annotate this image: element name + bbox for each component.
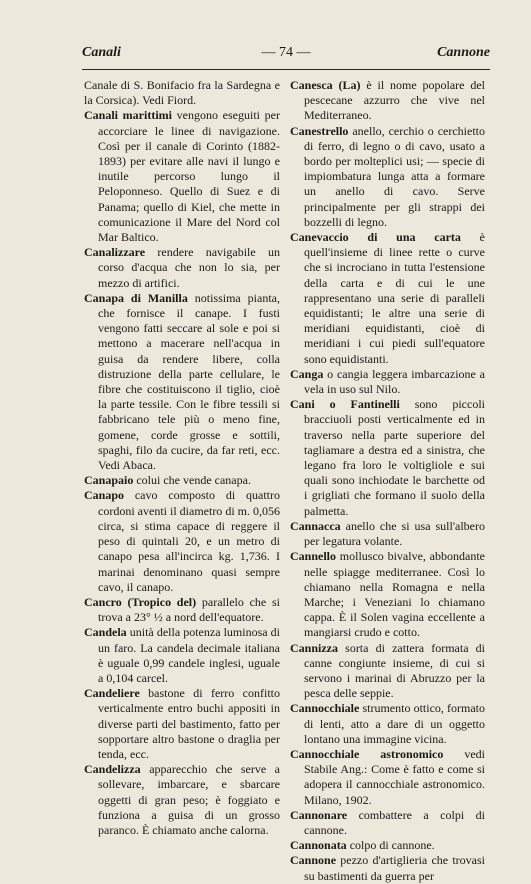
entry-definition: rendere navigabile un corso d'acqua che non lo sia, per mezzo di artifici.: [98, 245, 280, 290]
dictionary-entry: [290, 230, 485, 367]
entry-definition: cavo composto di quattro cordoni aventi il diametro di m. 0,056 circa, si stima capace di reggere il peso di quintali 20, e un metro di canapo pesa all'incirca kg. 1,736. I marinai denominano quasi sempre cavo, il canapo.: [98, 488, 280, 594]
entry-definition: vengono eseguiti per accorciare le linee di navigazione. Così per il canale di Corinto (1882-1893) per evitare alle navi il lungo e inutile percorso lungo il Peloponneso. Quello di Suez e di Panama; quello di Kiel, che mette in comunicazione il Mare del Nord col Mar Baltico.: [98, 108, 280, 245]
entry-definition: è quell'insieme di linee rette o curve che si incrociano in tutta l'estensione della carta e di cui le une rappresentano una serie di paralleli equidistanti; le altre una serie di meridiani equidistanti, cioè di meridiani i cui piedi sull'equatore sono equidistanti.: [304, 230, 486, 366]
entry-headword: Canesca (La): [290, 78, 361, 92]
entry-headword: Canapo: [84, 488, 125, 503]
header-right-word: Cannone: [437, 45, 490, 60]
entry-headword: Cannocchiale astronomico: [290, 746, 444, 761]
header-rule: [82, 69, 490, 70]
dictionary-entry: [290, 701, 485, 747]
entry-definition: parallelo che si trova a 23° ½ a nord dell'equatore.: [98, 594, 280, 625]
entry-definition: pezzo d'artiglieria che trovasi su bastimenti da guerra per: [304, 853, 485, 883]
dictionary-entry: [84, 595, 280, 625]
dictionary-entry: [84, 488, 280, 594]
entry-headword: Canga: [290, 366, 324, 381]
entry-headword: Candela: [84, 625, 127, 640]
dictionary-entry: [290, 808, 485, 838]
entry-headword: Cannacca: [290, 518, 341, 533]
header-left-word: Canali: [82, 45, 121, 60]
entry-definition: Canale di S. Bonifacio fra la Sardegna e la Corsica). Vedi Fiord.: [84, 78, 280, 108]
dictionary-entry: [84, 762, 280, 838]
entry-definition: anello, cerchio o cerchietto di ferro, di legno o di cavo, usato a bordo per molteplici usi; — specie di impiombatura lunga atta a formare un anello di cavo. Serve principalmente per gli strappi dei bozzelli di legno.: [304, 123, 485, 229]
dictionary-entry: [290, 853, 485, 883]
dictionary-entry: [290, 78, 485, 124]
dictionary-entry: [290, 747, 485, 808]
right-column: [290, 78, 485, 884]
dictionary-entry: [84, 473, 280, 488]
entry-definition: bastone di ferro confitto verticalmente entro buchi appositi in diverse parti del bastimento, fatto per sopportare altro bastone o draglia per tenda, ecc.: [98, 686, 280, 761]
entry-headword: Cannone: [290, 853, 337, 868]
entry-definition: è il nome popolare del pescecane azzurro che vive nel Mediterraneo.: [304, 78, 485, 123]
dictionary-entry: [290, 549, 485, 640]
dictionary-entry: [290, 397, 485, 519]
dictionary-entry: [84, 686, 280, 762]
dictionary-entry: [84, 291, 280, 473]
entry-definition: colui che vende canapa.: [133, 473, 251, 488]
entry-headword: Canali marittimi: [84, 108, 172, 123]
entry-definition: mollusco bivalve, abbondante nelle spiagge mediterranee. Così lo chiamano nella Romagna e nella Marche; i Veneziani lo chiamano cappa. È il Solen vagina eccellente a mangiarsi crudo e cotto.: [304, 549, 485, 640]
left-column: [84, 78, 280, 838]
entry-headword: Canestrello: [290, 123, 349, 138]
entry-definition: strumento ottico, formato di lenti, atto a dare di un oggetto lontano una immagine vicina.: [304, 701, 485, 746]
dictionary-entry: [290, 124, 485, 230]
entry-headword: Canevaccio di una carta: [290, 230, 461, 245]
entry-definition: vedi Stabile Ang.: Come è fatto e come si adopera il cannocchiale astronomico. Milano, 1902.: [304, 746, 485, 807]
entry-headword: Cannello: [290, 549, 337, 564]
entry-headword: Cannonata: [290, 838, 347, 853]
entry-headword: Cannocchiale: [290, 701, 360, 716]
entry-headword: Cancro (Tropico del): [84, 594, 197, 609]
dictionary-entry: [290, 641, 485, 702]
entry-definition: sorta di zattera formata di canne congiunte insieme, di cui si servono i marinai di Abruzzo per la pesca delle seppie.: [304, 640, 485, 701]
dictionary-entry: [290, 367, 485, 397]
entry-headword: Canapa di Manilla: [84, 290, 188, 305]
entry-headword: Cannizza: [290, 640, 338, 655]
entry-definition: apparecchio che serve a sollevare, imbarcare, e sbarcare oggetti di gran peso; è foggiato e funziona a guisa di un grosso paranco. È chiamato anche calorna.: [98, 762, 280, 837]
entry-headword: Canalizzare: [84, 245, 146, 260]
entry-headword: Candeliere: [84, 686, 140, 701]
dictionary-entry: [84, 108, 280, 245]
entry-definition: anello che si usa sull'albero per legatura volante.: [304, 518, 485, 549]
entry-definition: sono piccoli bracciuoli posti verticalmente ed in traverso nella parte superiore del tagliamare a destra ed a sinistra, che legano fra loro le voltigliole e sui quali sono inchiodate le barchette od i grigliati che formano il suolo della palmetta.: [304, 397, 485, 518]
dictionary-entry: [84, 245, 280, 291]
dictionary-entry: [290, 838, 485, 853]
entry-headword: Canapaio: [84, 473, 134, 488]
dictionary-entry: [84, 78, 280, 108]
page-number: — 74 —: [261, 45, 311, 60]
entry-definition: notissima pianta, che fornisce il canape. I fusti vengono fatti seccare al sole e poi si mettono a macerare nell'acqua in guisa da rendere libere, colla distruzione della parte cellulare, le fibre che costituiscono il tiglio, cioè la parte tessile. Con le fibre tessili si fabbricano tele più o meno fine, gomene, corde grosse e sottili, spaghi, filo da cucire, da far reti, ecc. Vedi Abaca.: [98, 290, 280, 473]
dictionary-entry: [84, 625, 280, 686]
entry-headword: Cannonare: [290, 807, 348, 822]
entry-definition: colpo di cannone.: [346, 838, 435, 853]
entry-definition: unità della potenza luminosa di un faro. La candela decimale italiana è uguale 0,99 candele inglesi, uguale a 0,104 carcel.: [98, 625, 280, 685]
dictionary-entry: [290, 519, 485, 549]
entry-definition: o cangia leggera imbarcazione a vela in uso sul Nilo.: [304, 366, 485, 397]
entry-headword: Candelizza: [84, 762, 141, 777]
entry-definition: combattere a colpi di cannone.: [304, 807, 485, 837]
entry-headword: Cani o Fantinelli: [290, 397, 400, 412]
